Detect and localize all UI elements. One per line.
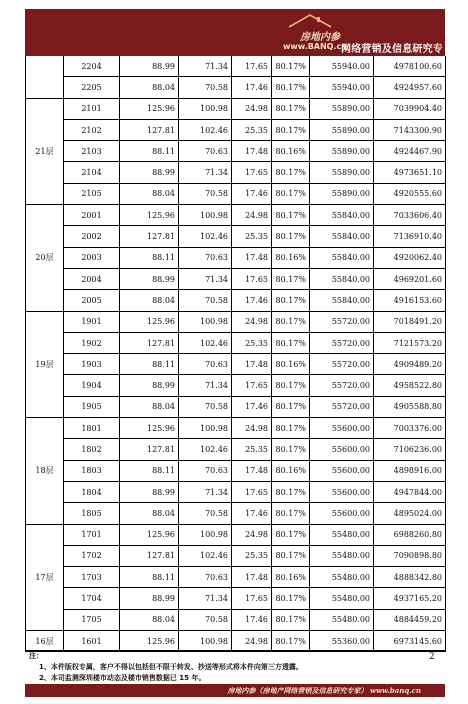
table-row [26, 524, 446, 545]
room-number-cell: 1702 [64, 545, 120, 566]
table-row [26, 631, 446, 652]
floor-cell: 17层 [26, 524, 64, 630]
usage-rate-cell: 80.17% [272, 545, 310, 566]
building-area-cell: 127.81 [120, 226, 179, 247]
floor-cell: 20层 [26, 205, 64, 311]
shared-area-cell: 25.35 [232, 226, 272, 247]
total-price-cell: 7136910.40 [374, 226, 446, 247]
unit-price-cell: 55480.00 [310, 567, 374, 588]
shared-area-cell: 24.98 [232, 98, 272, 119]
building-area-cell: 88.99 [120, 588, 179, 609]
usable-area-cell: 102.46 [179, 119, 232, 140]
table-row [26, 98, 446, 119]
table-row [26, 162, 446, 183]
room-number-cell: 1904 [64, 375, 120, 396]
usage-rate-cell: 80.17% [272, 119, 310, 140]
building-area-cell: 125.96 [120, 98, 179, 119]
room-number-cell: 2102 [64, 119, 120, 140]
house-logo-icon [287, 13, 333, 29]
unit-price-cell: 55890.00 [310, 162, 374, 183]
table-row [26, 588, 446, 609]
building-area-cell: 125.96 [120, 205, 179, 226]
usage-rate-cell: 80.16% [272, 247, 310, 268]
shared-area-cell: 24.98 [232, 524, 272, 545]
building-area-cell: 125.96 [120, 418, 179, 439]
room-number-cell: 2001 [64, 205, 120, 226]
usage-rate-cell: 80.16% [272, 460, 310, 481]
room-number-cell: 1705 [64, 609, 120, 630]
usage-rate-cell: 80.17% [272, 205, 310, 226]
brand-tagline: 网络营销及信息研究专 [341, 44, 443, 55]
total-price-cell: 7106236.00 [374, 439, 446, 460]
usable-area-cell: 70.58 [179, 290, 232, 311]
usage-rate-cell: 80.17% [272, 268, 310, 289]
shared-area-cell: 17.46 [232, 503, 272, 524]
room-number-cell: 1805 [64, 503, 120, 524]
room-number-cell: 1802 [64, 439, 120, 460]
total-price-cell: 4888342.80 [374, 567, 446, 588]
shared-area-cell: 17.65 [232, 481, 272, 502]
building-area-cell: 125.96 [120, 311, 179, 332]
building-area-cell: 88.11 [120, 354, 179, 375]
building-area-cell: 88.99 [120, 56, 179, 77]
total-price-cell: 4920062.40 [374, 247, 446, 268]
shared-area-cell: 25.35 [232, 119, 272, 140]
unit-price-cell: 55480.00 [310, 545, 374, 566]
unit-price-cell: 55480.00 [310, 609, 374, 630]
usage-rate-cell: 80.17% [272, 311, 310, 332]
usage-rate-cell: 80.17% [272, 98, 310, 119]
shared-area-cell: 17.46 [232, 290, 272, 311]
unit-price-cell: 55720.00 [310, 332, 374, 353]
total-price-cell: 7039904.40 [374, 98, 446, 119]
usable-area-cell: 100.98 [179, 98, 232, 119]
room-number-cell: 1801 [64, 418, 120, 439]
room-number-cell: 1903 [64, 354, 120, 375]
usable-area-cell: 100.98 [179, 524, 232, 545]
table-row [26, 460, 446, 481]
total-price-cell: 4884459.20 [374, 609, 446, 630]
usable-area-cell: 100.98 [179, 311, 232, 332]
room-number-cell: 2005 [64, 290, 120, 311]
note-item: 2、本司监测深圳楼市动态及楼市销售数据已 15 年。 [39, 674, 206, 682]
total-price-cell: 4969201.60 [374, 268, 446, 289]
room-number-cell: 2104 [64, 162, 120, 183]
usage-rate-cell: 80.17% [272, 631, 310, 652]
floor-cell: 19层 [26, 311, 64, 417]
shared-area-cell: 17.48 [232, 354, 272, 375]
table-row [26, 418, 446, 439]
building-area-cell: 88.04 [120, 183, 179, 204]
floor-cell: 21层 [26, 98, 64, 204]
table-row [26, 77, 446, 98]
shared-area-cell: 17.65 [232, 375, 272, 396]
unit-price-cell: 55940.00 [310, 77, 374, 98]
shared-area-cell: 25.35 [232, 332, 272, 353]
brand-url: www.BANQ.cn [283, 42, 347, 51]
note-item: 1、本件版权专属，客户不得以包括但不限于转发、抄送等形式将本件向第三方透露。 [39, 663, 303, 671]
building-area-cell: 88.99 [120, 375, 179, 396]
room-number-cell: 1701 [64, 524, 120, 545]
unit-price-cell: 55600.00 [310, 460, 374, 481]
usage-rate-cell: 80.17% [272, 375, 310, 396]
table-row [26, 119, 446, 140]
usable-area-cell: 71.34 [179, 56, 232, 77]
shared-area-cell: 17.65 [232, 162, 272, 183]
shared-area-cell: 17.48 [232, 567, 272, 588]
room-number-cell: 1601 [64, 631, 120, 652]
usable-area-cell: 70.63 [179, 354, 232, 375]
building-area-cell: 127.81 [120, 439, 179, 460]
table-row [26, 183, 446, 204]
table-row [26, 332, 446, 353]
total-price-cell: 7121573.20 [374, 332, 446, 353]
building-area-cell: 125.96 [120, 524, 179, 545]
total-price-cell: 4947844.00 [374, 481, 446, 502]
building-area-cell: 88.04 [120, 290, 179, 311]
total-price-cell: 4895024.00 [374, 503, 446, 524]
total-price-cell: 7143300.90 [374, 119, 446, 140]
unit-price-cell: 55720.00 [310, 375, 374, 396]
usage-rate-cell: 80.17% [272, 332, 310, 353]
table-row [26, 56, 446, 77]
usage-rate-cell: 80.17% [272, 162, 310, 183]
usable-area-cell: 100.98 [179, 205, 232, 226]
usable-area-cell: 71.34 [179, 162, 232, 183]
shared-area-cell: 17.48 [232, 460, 272, 481]
room-number-cell: 2002 [64, 226, 120, 247]
usable-area-cell: 70.63 [179, 567, 232, 588]
shared-area-cell: 24.98 [232, 311, 272, 332]
shared-area-cell: 24.98 [232, 418, 272, 439]
usage-rate-cell: 80.17% [272, 396, 310, 417]
table-row [26, 205, 446, 226]
total-price-cell: 6988260.80 [374, 524, 446, 545]
total-price-cell: 4905588.80 [374, 396, 446, 417]
building-area-cell: 125.96 [120, 631, 179, 652]
total-price-cell: 4924467.90 [374, 141, 446, 162]
shared-area-cell: 25.35 [232, 439, 272, 460]
usage-rate-cell: 80.17% [272, 56, 310, 77]
unit-price-cell: 55890.00 [310, 98, 374, 119]
building-area-cell: 88.11 [120, 460, 179, 481]
unit-price-cell: 55840.00 [310, 205, 374, 226]
total-price-cell: 4924957.60 [374, 77, 446, 98]
unit-price-cell: 55890.00 [310, 183, 374, 204]
table-row [26, 354, 446, 375]
shared-area-cell: 17.65 [232, 588, 272, 609]
usage-rate-cell: 80.16% [272, 354, 310, 375]
footer-banner: 房地内参（房地产网络营销及信息研究专家） www.banq.cn [25, 684, 445, 697]
usage-rate-cell: 80.17% [272, 524, 310, 545]
usage-rate-cell: 80.16% [272, 567, 310, 588]
total-price-cell: 4920555.60 [374, 183, 446, 204]
usable-area-cell: 71.34 [179, 268, 232, 289]
usable-area-cell: 71.34 [179, 375, 232, 396]
table-row [26, 141, 446, 162]
usable-area-cell: 102.46 [179, 226, 232, 247]
usable-area-cell: 71.34 [179, 481, 232, 502]
total-price-cell: 4916153.60 [374, 290, 446, 311]
unit-price-cell: 55840.00 [310, 268, 374, 289]
usable-area-cell: 70.58 [179, 183, 232, 204]
building-area-cell: 88.04 [120, 609, 179, 630]
unit-price-cell: 55840.00 [310, 226, 374, 247]
usable-area-cell: 70.58 [179, 77, 232, 98]
price-table [25, 56, 446, 652]
shared-area-cell: 24.98 [232, 205, 272, 226]
building-area-cell: 127.81 [120, 332, 179, 353]
shared-area-cell: 17.65 [232, 56, 272, 77]
usable-area-cell: 70.58 [179, 503, 232, 524]
usable-area-cell: 100.98 [179, 631, 232, 652]
unit-price-cell: 55890.00 [310, 141, 374, 162]
building-area-cell: 88.11 [120, 567, 179, 588]
total-price-cell: 4898916.00 [374, 460, 446, 481]
shared-area-cell: 17.46 [232, 77, 272, 98]
usage-rate-cell: 80.17% [272, 290, 310, 311]
room-number-cell: 2204 [64, 56, 120, 77]
table-row [26, 290, 446, 311]
unit-price-cell: 55600.00 [310, 481, 374, 502]
usable-area-cell: 102.46 [179, 439, 232, 460]
table-row [26, 545, 446, 566]
usage-rate-cell: 80.17% [272, 481, 310, 502]
unit-price-cell: 55360.00 [310, 631, 374, 652]
table-row [26, 396, 446, 417]
usable-area-cell: 70.58 [179, 396, 232, 417]
unit-price-cell: 55890.00 [310, 119, 374, 140]
unit-price-cell: 55840.00 [310, 247, 374, 268]
unit-price-cell: 55600.00 [310, 418, 374, 439]
shared-area-cell: 24.98 [232, 631, 272, 652]
table-row [26, 268, 446, 289]
floor-cell: 18层 [26, 418, 64, 524]
brand-name: 房地内参 [300, 32, 340, 43]
usage-rate-cell: 80.17% [272, 77, 310, 98]
price-table-container [25, 56, 445, 652]
usage-rate-cell: 80.16% [272, 141, 310, 162]
floor-cell [26, 56, 64, 98]
unit-price-cell: 55480.00 [310, 524, 374, 545]
usable-area-cell: 70.63 [179, 247, 232, 268]
shared-area-cell: 17.46 [232, 609, 272, 630]
total-price-cell: 4909489.20 [374, 354, 446, 375]
usage-rate-cell: 80.17% [272, 418, 310, 439]
header-banner [25, 9, 445, 56]
usage-rate-cell: 80.17% [272, 226, 310, 247]
room-number-cell: 2101 [64, 98, 120, 119]
unit-price-cell: 55720.00 [310, 396, 374, 417]
shared-area-cell: 17.48 [232, 141, 272, 162]
unit-price-cell: 55600.00 [310, 439, 374, 460]
table-row [26, 503, 446, 524]
room-number-cell: 2003 [64, 247, 120, 268]
table-row [26, 226, 446, 247]
shared-area-cell: 17.46 [232, 183, 272, 204]
shared-area-cell: 17.48 [232, 247, 272, 268]
shared-area-cell: 17.46 [232, 396, 272, 417]
building-area-cell: 88.04 [120, 77, 179, 98]
usage-rate-cell: 80.17% [272, 439, 310, 460]
building-area-cell: 88.04 [120, 503, 179, 524]
total-price-cell: 7003376.00 [374, 418, 446, 439]
total-price-cell: 4978100.60 [374, 56, 446, 77]
table-row [26, 567, 446, 588]
usable-area-cell: 70.63 [179, 460, 232, 481]
usable-area-cell: 70.63 [179, 141, 232, 162]
usage-rate-cell: 80.17% [272, 588, 310, 609]
building-area-cell: 88.11 [120, 247, 179, 268]
room-number-cell: 1703 [64, 567, 120, 588]
unit-price-cell: 55840.00 [310, 290, 374, 311]
table-row [26, 311, 446, 332]
table-row [26, 439, 446, 460]
room-number-cell: 2103 [64, 141, 120, 162]
total-price-cell: 7018491.20 [374, 311, 446, 332]
total-price-cell: 4973651.10 [374, 162, 446, 183]
unit-price-cell: 55480.00 [310, 588, 374, 609]
unit-price-cell: 55940.00 [310, 56, 374, 77]
table-row [26, 481, 446, 502]
notes-title: 注： [29, 652, 43, 660]
unit-price-cell: 55600.00 [310, 503, 374, 524]
building-area-cell: 127.81 [120, 119, 179, 140]
building-area-cell: 88.99 [120, 162, 179, 183]
room-number-cell: 2004 [64, 268, 120, 289]
table-row [26, 375, 446, 396]
shared-area-cell: 25.35 [232, 545, 272, 566]
total-price-cell: 6973145.60 [374, 631, 446, 652]
building-area-cell: 88.99 [120, 481, 179, 502]
room-number-cell: 2105 [64, 183, 120, 204]
total-price-cell: 4937165.20 [374, 588, 446, 609]
building-area-cell: 88.99 [120, 268, 179, 289]
total-price-cell: 7090898.80 [374, 545, 446, 566]
room-number-cell: 1901 [64, 311, 120, 332]
table-row [26, 609, 446, 630]
building-area-cell: 88.04 [120, 396, 179, 417]
shared-area-cell: 17.65 [232, 268, 272, 289]
room-number-cell: 1804 [64, 481, 120, 502]
room-number-cell: 1704 [64, 588, 120, 609]
table-row [26, 247, 446, 268]
page-number: 2 [429, 652, 435, 662]
usage-rate-cell: 80.17% [272, 609, 310, 630]
usage-rate-cell: 80.17% [272, 503, 310, 524]
usable-area-cell: 102.46 [179, 332, 232, 353]
total-price-cell: 7033606.40 [374, 205, 446, 226]
usable-area-cell: 70.58 [179, 609, 232, 630]
unit-price-cell: 55720.00 [310, 311, 374, 332]
unit-price-cell: 55720.00 [310, 354, 374, 375]
notes-section [25, 650, 445, 685]
total-price-cell: 4958522.80 [374, 375, 446, 396]
usable-area-cell: 102.46 [179, 545, 232, 566]
floor-cell: 16层 [26, 631, 64, 652]
room-number-cell: 1902 [64, 332, 120, 353]
usable-area-cell: 100.98 [179, 418, 232, 439]
room-number-cell: 1905 [64, 396, 120, 417]
building-area-cell: 88.11 [120, 141, 179, 162]
room-number-cell: 1803 [64, 460, 120, 481]
usage-rate-cell: 80.17% [272, 183, 310, 204]
building-area-cell: 127.81 [120, 545, 179, 566]
room-number-cell: 2205 [64, 77, 120, 98]
usable-area-cell: 71.34 [179, 588, 232, 609]
